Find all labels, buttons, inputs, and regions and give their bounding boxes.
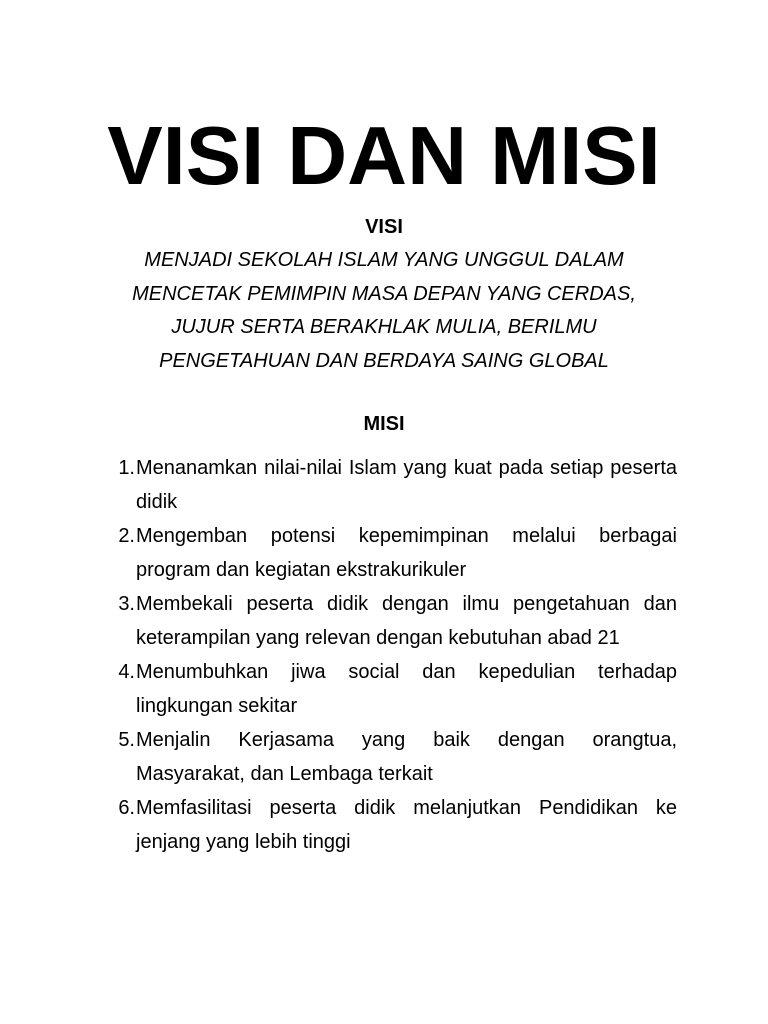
misi-item-number: 6. bbox=[118, 797, 135, 819]
visi-heading: VISI bbox=[365, 216, 403, 238]
visi-statement: MENJADI SEKOLAH ISLAM YANG UNGGUL DALAM MENCETAK PEMIMPIN MASA DEPAN YANG CERDAS, JUJUR SERTA BERAKHLAK MULIA, BERILMU PENGETAHUAN DAN BERDAYA SAING GLOBAL bbox=[132, 249, 636, 372]
misi-heading: MISI bbox=[363, 413, 405, 435]
misi-item-1 bbox=[100, 452, 677, 519]
misi-item-text: Menumbuhkan jiwa social dan kepedulian terhadap lingkungan sekitar bbox=[136, 661, 677, 717]
misi-list bbox=[100, 452, 677, 860]
misi-item-6 bbox=[100, 792, 677, 859]
misi-item-number: 3. bbox=[118, 593, 135, 615]
page-title: VISI DAN MISI bbox=[107, 109, 661, 202]
misi-item-text: Menjalin Kerjasama yang baik dengan orangtua, Masyarakat, dan Lembaga terkait bbox=[136, 729, 677, 785]
misi-item-2 bbox=[100, 520, 677, 587]
misi-item-text: Membekali peserta didik dengan ilmu pengetahuan dan keterampilan yang relevan dengan kebutuhan abad 21 bbox=[136, 593, 677, 649]
misi-item-number: 5. bbox=[118, 729, 135, 751]
misi-item-3 bbox=[100, 588, 677, 655]
misi-item-4 bbox=[100, 656, 677, 723]
misi-item-number: 1. bbox=[118, 457, 135, 479]
misi-item-text: Menanamkan nilai-nilai Islam yang kuat pada setiap peserta didik bbox=[136, 457, 677, 513]
misi-item-number: 4. bbox=[118, 661, 135, 683]
misi-item-text: Mengemban potensi kepemimpinan melalui berbagai program dan kegiatan ekstrakurikuler bbox=[136, 525, 677, 581]
misi-item-5 bbox=[100, 724, 677, 791]
misi-item-number: 2. bbox=[118, 525, 135, 547]
misi-item-text: Memfasilitasi peserta didik melanjutkan Pendidikan ke jenjang yang lebih tinggi bbox=[136, 797, 677, 853]
